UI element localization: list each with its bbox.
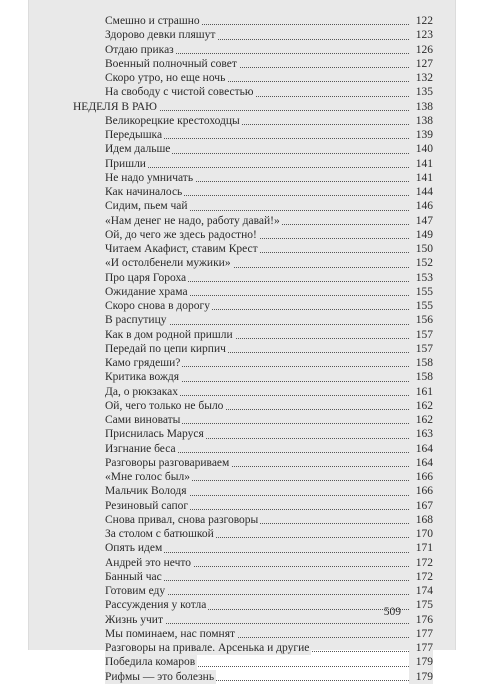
toc-entry-page: 141 (409, 157, 433, 171)
toc-entry-title: Военный полночный совет (105, 57, 237, 70)
table-of-contents (73, 14, 433, 684)
toc-entry (73, 370, 433, 384)
toc-entry-page: 138 (409, 100, 433, 114)
toc-entry-page: 141 (409, 171, 433, 185)
toc-entry-title: Рифмы — это болезнь (105, 670, 215, 683)
toc-entry-page: 122 (409, 14, 433, 28)
toc-entry (73, 484, 433, 498)
toc-entry-title: Мальчик Володя (105, 485, 187, 498)
toc-entry-title: Передышка (105, 129, 163, 141)
toc-entry-title: Сами виноваты (105, 414, 181, 426)
toc-entry-title: Отдаю приказ (105, 43, 174, 56)
toc-entry-title: Скоро снова в дорогу (105, 300, 210, 312)
toc-entry (73, 584, 433, 598)
toc-entry-page: 176 (409, 613, 433, 627)
toc-entry-page: 126 (409, 43, 433, 57)
toc-entry (73, 285, 433, 299)
toc-entry-title: Как в дом родной пришли (105, 328, 233, 341)
toc-entry (73, 199, 433, 213)
toc-entry (73, 43, 433, 57)
toc-entry-title: «Нам денег не надо, работу давай!» (105, 214, 280, 227)
toc-entry-page: 172 (409, 556, 433, 570)
toc-entry-page: 162 (409, 413, 433, 427)
toc-entry (73, 399, 433, 413)
toc-entry-title: Готовим еду (105, 585, 166, 597)
toc-entry-page: 163 (409, 427, 433, 441)
toc-leader-dots (105, 167, 409, 168)
toc-entry-title: Ой, чего только не было (105, 399, 224, 412)
toc-entry-title: Как начиналось (105, 186, 183, 198)
toc-entry-page: 138 (409, 114, 433, 128)
toc-entry (73, 627, 433, 641)
toc-entry-page: 157 (409, 342, 433, 356)
toc-entry (73, 427, 433, 441)
page-number: 509 (383, 606, 401, 618)
toc-entry (73, 641, 433, 655)
toc-entry-title: Сидим, пьем чай (105, 200, 188, 213)
book-page (28, 0, 456, 683)
toc-entry-title: В распутицу (105, 314, 167, 327)
toc-entry (73, 299, 433, 313)
toc-entry-page: 139 (409, 128, 433, 142)
toc-entry-page: 132 (409, 71, 433, 85)
toc-entry (73, 613, 433, 627)
toc-entry-title: Разговоры разговариваем (105, 456, 230, 469)
toc-entry (73, 28, 433, 42)
toc-entry (73, 171, 433, 185)
toc-entry (73, 385, 433, 399)
toc-entry-title: Идем дальше (105, 143, 171, 156)
toc-entry-page: 174 (409, 584, 433, 598)
toc-entry (73, 142, 433, 156)
toc-entry-title: За столом с батюшкой (105, 528, 214, 540)
toc-entry-title: НЕДЕЛЯ В РАЮ (73, 100, 157, 113)
toc-entry (73, 342, 433, 356)
toc-entry-title: Жизнь учит (105, 613, 163, 626)
toc-entry (73, 157, 433, 171)
toc-entry-page: 156 (409, 313, 433, 327)
toc-entry-title: Ожидание храма (105, 285, 188, 298)
toc-entry (73, 670, 433, 684)
toc-entry (73, 513, 433, 527)
toc-entry (73, 442, 433, 456)
toc-entry-page: 149 (409, 228, 433, 242)
toc-entry-page: 175 (409, 598, 433, 612)
toc-entry (73, 214, 433, 228)
toc-entry-page: 158 (409, 370, 433, 384)
toc-entry-page: 144 (409, 185, 433, 199)
toc-entry (73, 228, 433, 242)
toc-entry (73, 14, 433, 28)
toc-entry (73, 655, 433, 669)
toc-entry-page: 158 (409, 356, 433, 370)
toc-entry-page: 170 (409, 527, 433, 541)
toc-entry (73, 356, 433, 370)
toc-entry (73, 499, 433, 513)
toc-entry-title: Не надо умничать (105, 171, 194, 184)
toc-entry-title: Смешно и страшно (105, 15, 200, 27)
toc-entry (73, 114, 433, 128)
toc-entry-page: 171 (409, 541, 433, 555)
toc-entry-title: Ой, до чего же здесь радостно! (105, 228, 257, 241)
toc-entry (73, 570, 433, 584)
toc-entry (73, 242, 433, 256)
toc-entry-title: Великорецкие крестоходцы (105, 114, 240, 127)
toc-entry-page: 161 (409, 385, 433, 399)
toc-entry-title: Опять идем (105, 542, 163, 555)
toc-entry-title: Победила комаров (105, 656, 196, 669)
toc-entry-title: Скоро утро, но еще ночь (105, 72, 226, 84)
toc-entry-title: Здорово девки пляшут (105, 29, 216, 42)
toc-entry (73, 185, 433, 199)
toc-entry (73, 527, 433, 541)
toc-entry-title: Читаем Акафист, ставим Крест (105, 243, 258, 255)
toc-entry (73, 456, 433, 470)
toc-entry-page: 135 (409, 85, 433, 99)
toc-entry-page: 162 (409, 399, 433, 413)
toc-entry-page: 127 (409, 57, 433, 71)
toc-section-heading (73, 100, 433, 114)
toc-entry-page: 147 (409, 214, 433, 228)
toc-entry-page: 157 (409, 328, 433, 342)
toc-entry-title: Рассуждения у котла (105, 599, 207, 612)
toc-entry (73, 313, 433, 327)
toc-entry-page: 172 (409, 570, 433, 584)
toc-entry-title: Резиновый сапог (105, 499, 189, 512)
toc-entry-title: Снова привал, снова разговоры (105, 513, 259, 526)
toc-entry (73, 598, 433, 612)
toc-entry-page: 164 (409, 456, 433, 470)
toc-entry-title: Андрей это нечто (105, 556, 192, 569)
toc-entry-page: 153 (409, 271, 433, 285)
toc-entry-title: Изгнание беса (105, 442, 176, 455)
toc-entry-page: 164 (409, 442, 433, 456)
toc-entry-page: 177 (409, 641, 433, 655)
toc-entry-page: 140 (409, 142, 433, 156)
toc-entry-title: Разговоры на привале. Арсенька и другие (105, 642, 310, 654)
toc-entry-page: 166 (409, 484, 433, 498)
toc-entry-page: 177 (409, 627, 433, 641)
toc-entry (73, 541, 433, 555)
toc-entry-title: На свободу с чистой совестью (105, 86, 254, 99)
toc-entry-title: «Мне голос был» (105, 471, 190, 483)
toc-entry-page: 123 (409, 28, 433, 42)
toc-entry (73, 413, 433, 427)
toc-entry-page: 152 (409, 256, 433, 270)
toc-entry (73, 71, 433, 85)
toc-entry-title: Банный час (105, 570, 162, 583)
toc-entry-page: 155 (409, 285, 433, 299)
toc-entry-page: 150 (409, 242, 433, 256)
toc-entry-page: 179 (409, 670, 433, 684)
toc-entry (73, 556, 433, 570)
toc-entry-page: 166 (409, 470, 433, 484)
toc-entry (73, 256, 433, 270)
toc-entry (73, 271, 433, 285)
toc-entry-title: Критика вождя (105, 371, 180, 384)
toc-entry-title: Приснилась Маруся (105, 428, 204, 441)
toc-entry-title: Про царя Гороха (105, 271, 187, 284)
toc-entry-page: 167 (409, 499, 433, 513)
toc-entry-page: 168 (409, 513, 433, 527)
toc-entry-title: Передай по цепи кирпич (105, 342, 226, 355)
toc-entry-title: Да, о рюкзаках (105, 385, 179, 398)
toc-entry (73, 328, 433, 342)
toc-entry-title: Пришли (105, 157, 146, 170)
toc-entry-page: 155 (409, 299, 433, 313)
toc-entry-page: 179 (409, 655, 433, 669)
toc-entry-title: «И остолбенели мужики» (105, 257, 231, 270)
toc-entry (73, 57, 433, 71)
toc-entry (73, 128, 433, 142)
toc-entry-title: Камо грядеши? (105, 357, 181, 369)
toc-entry (73, 85, 433, 99)
toc-entry (73, 470, 433, 484)
toc-entry-page: 146 (409, 199, 433, 213)
toc-entry-title: Мы поминаем, нас помнят (105, 627, 236, 640)
